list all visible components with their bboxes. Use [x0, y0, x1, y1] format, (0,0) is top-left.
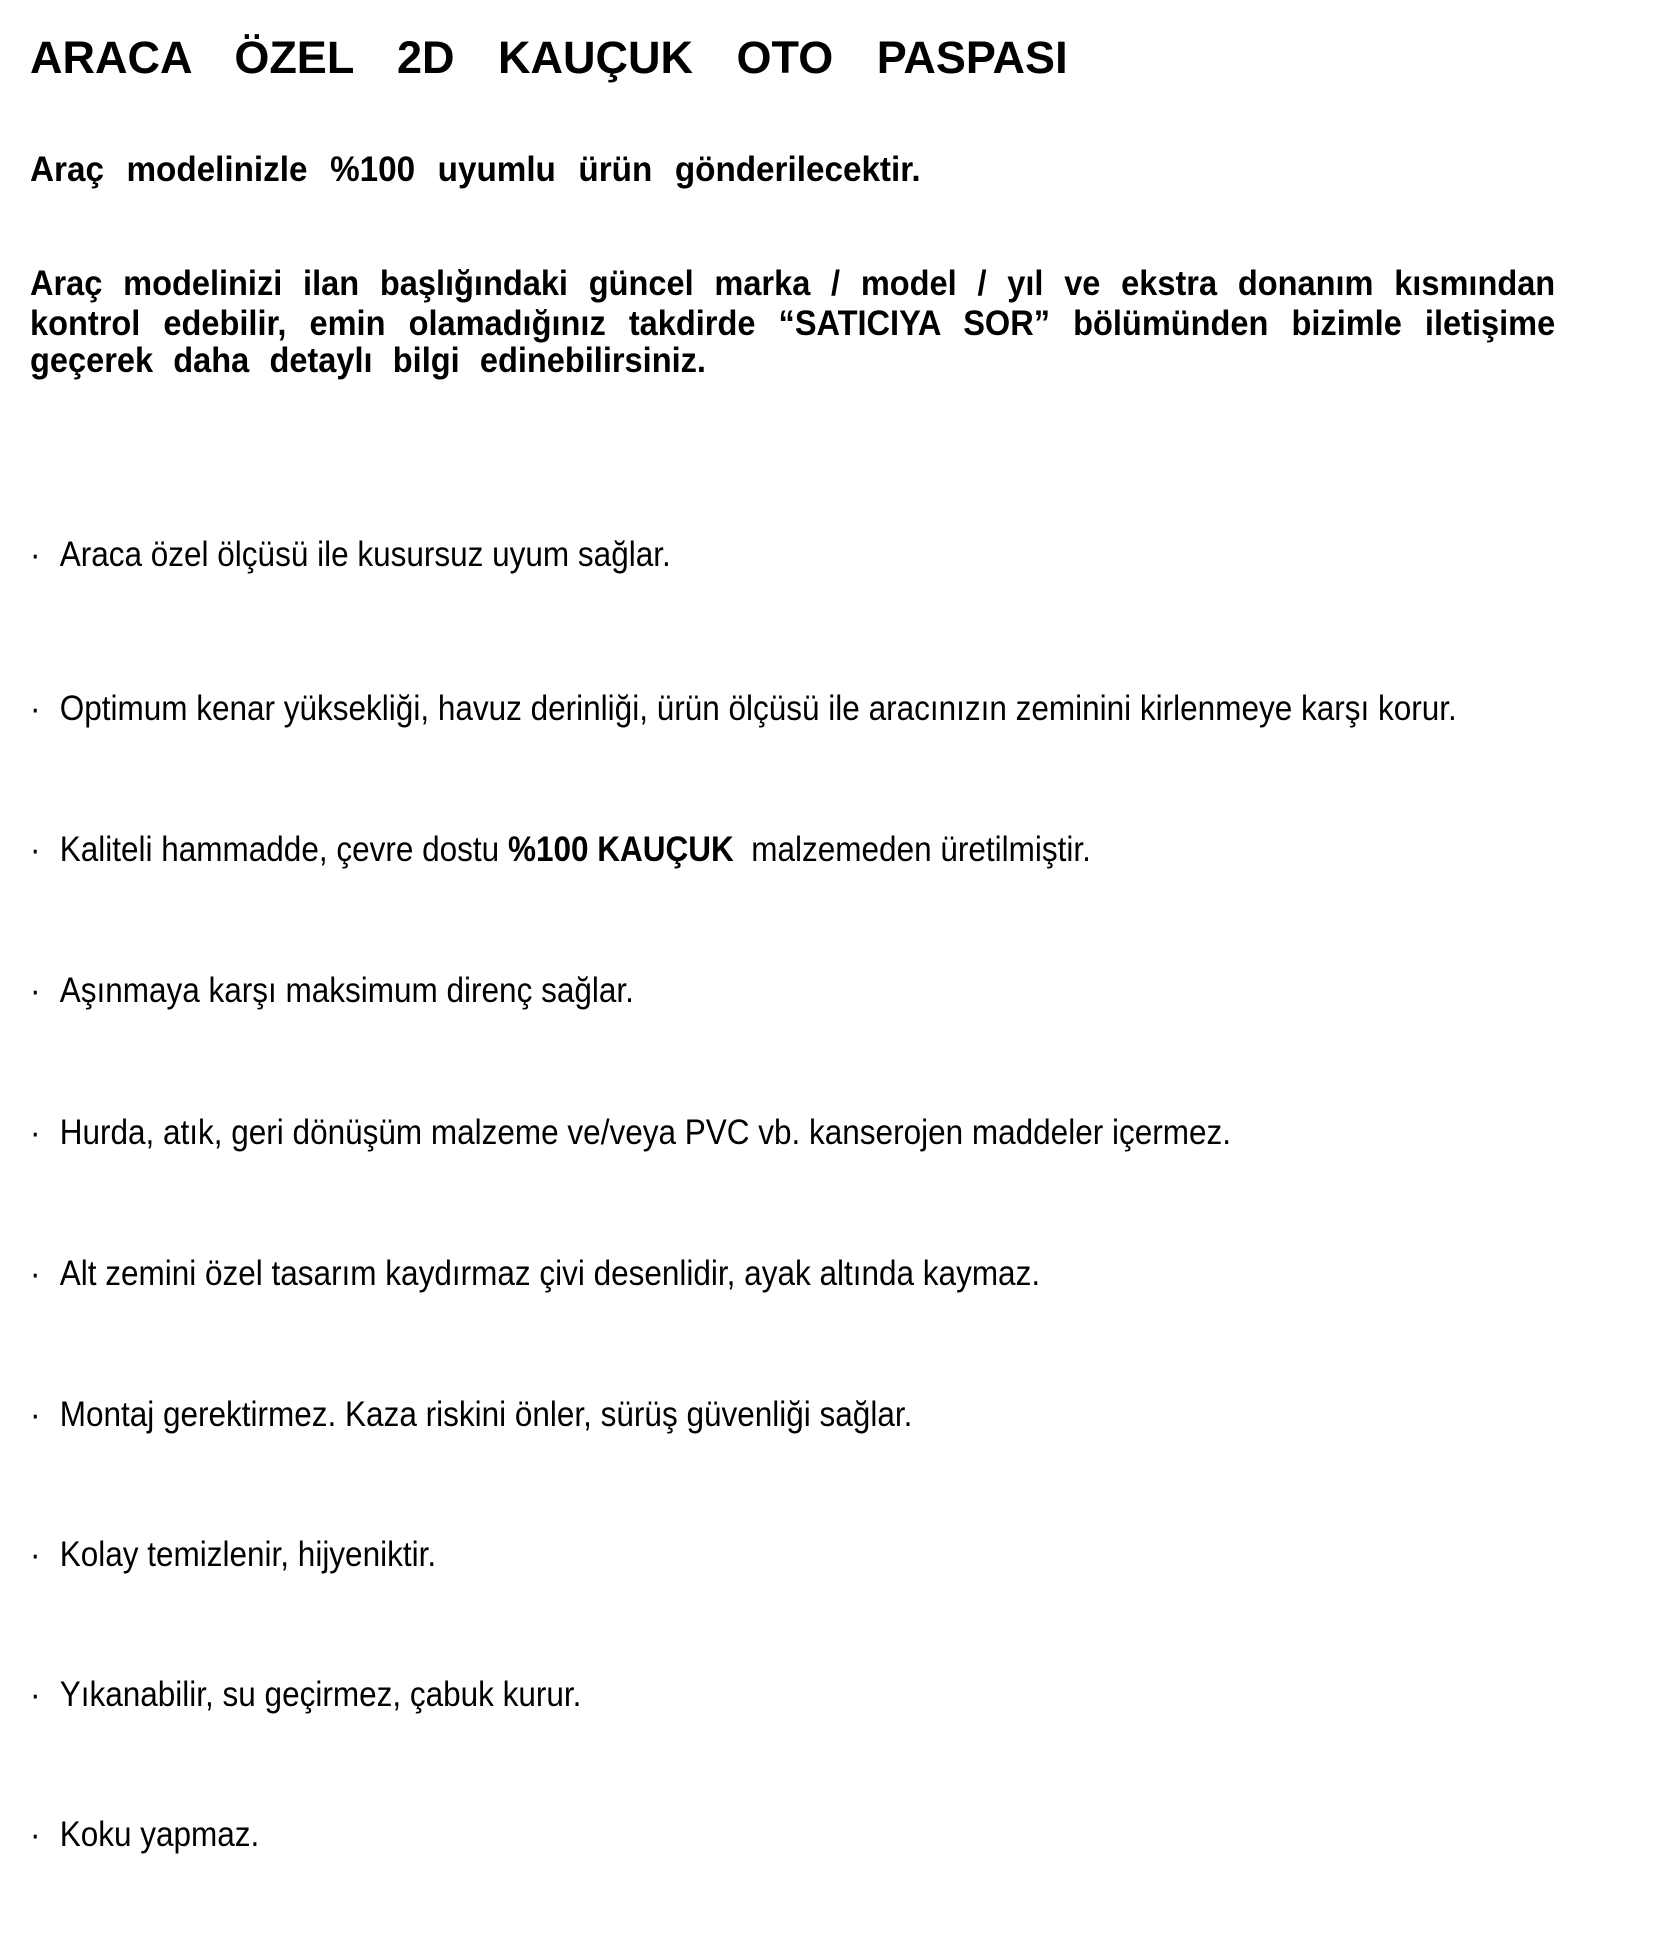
feature-text [60, 830, 1091, 869]
bullet-marker: · [30, 1113, 41, 1152]
bullet-marker: · [30, 971, 41, 1010]
seller-info-line-2: kontrol edebilir, emin olamadığınız takdirde “SATICIYA SOR” bölümünden bizimle iletişime [30, 304, 1556, 343]
feature-item [30, 1393, 1010, 1436]
bullet-marker: · [30, 1675, 41, 1714]
feature-item [30, 1673, 643, 1716]
feature-item [30, 1533, 481, 1576]
feature-item [30, 1813, 285, 1856]
product-title: ARACA ÖZEL 2D KAUÇUK OTO PASPASI [30, 32, 1068, 83]
seller-info-line-1: Araç modelinizi ilan başlığındaki güncel marka / model / yıl ve ekstra donanım kısmından [30, 264, 1556, 303]
feature-text: Kolay temizlenir, hijyeniktir. [59, 1535, 437, 1574]
feature-item [30, 687, 1615, 730]
bullet-marker: · [30, 689, 41, 728]
feature-text-post: malzemeden üretilmiştir. [733, 830, 1091, 869]
bullet-marker: · [30, 535, 41, 574]
feature-text: Yıkanabilir, su geçirmez, çabuk kurur. [59, 1675, 582, 1714]
feature-text: Koku yapmaz. [59, 1815, 260, 1854]
bullet-marker: · [30, 1815, 41, 1854]
compatibility-note: Araç modelinizle %100 uyumlu ürün gönderilecektir. [30, 150, 921, 189]
seller-info-line-3: geçerek daha detaylı bilgi edinebilirsiniz. [30, 341, 706, 380]
feature-text: Araca özel ölçüsü ile kusursuz uyum sağlar. [59, 535, 671, 574]
feature-text: Montaj gerektirmez. Kaza riskini önler, sürüş güvenliği sağlar. [59, 1395, 913, 1434]
feature-item [30, 828, 1209, 871]
feature-item [30, 1111, 1364, 1154]
feature-text: Alt zemini özel tasarım kaydırmaz çivi desenlidir, ayak altında kaymaz. [59, 1254, 1041, 1293]
bullet-marker: · [30, 1254, 41, 1293]
bullet-marker: · [30, 830, 41, 869]
feature-text-bold: %100 KAUÇUK [507, 830, 734, 869]
feature-text: Aşınmaya karşı maksimum direnç sağlar. [59, 971, 634, 1010]
feature-text: Optimum kenar yüksekliği, havuz derinliği, ürün ölçüsü ile aracınızın zeminini kirlenmeye karşı korur. [59, 689, 1457, 728]
feature-item [30, 1252, 1152, 1295]
bullet-marker: · [30, 1395, 41, 1434]
feature-text: Hurda, atık, geri dönüşüm malzeme ve/veya PVC vb. kanserojen maddeler içermez. [59, 1113, 1231, 1152]
feature-item [30, 533, 742, 576]
bullet-marker: · [30, 1535, 41, 1574]
feature-item [30, 969, 701, 1012]
feature-text-pre: Kaliteli hammadde, çevre dostu [59, 830, 508, 869]
